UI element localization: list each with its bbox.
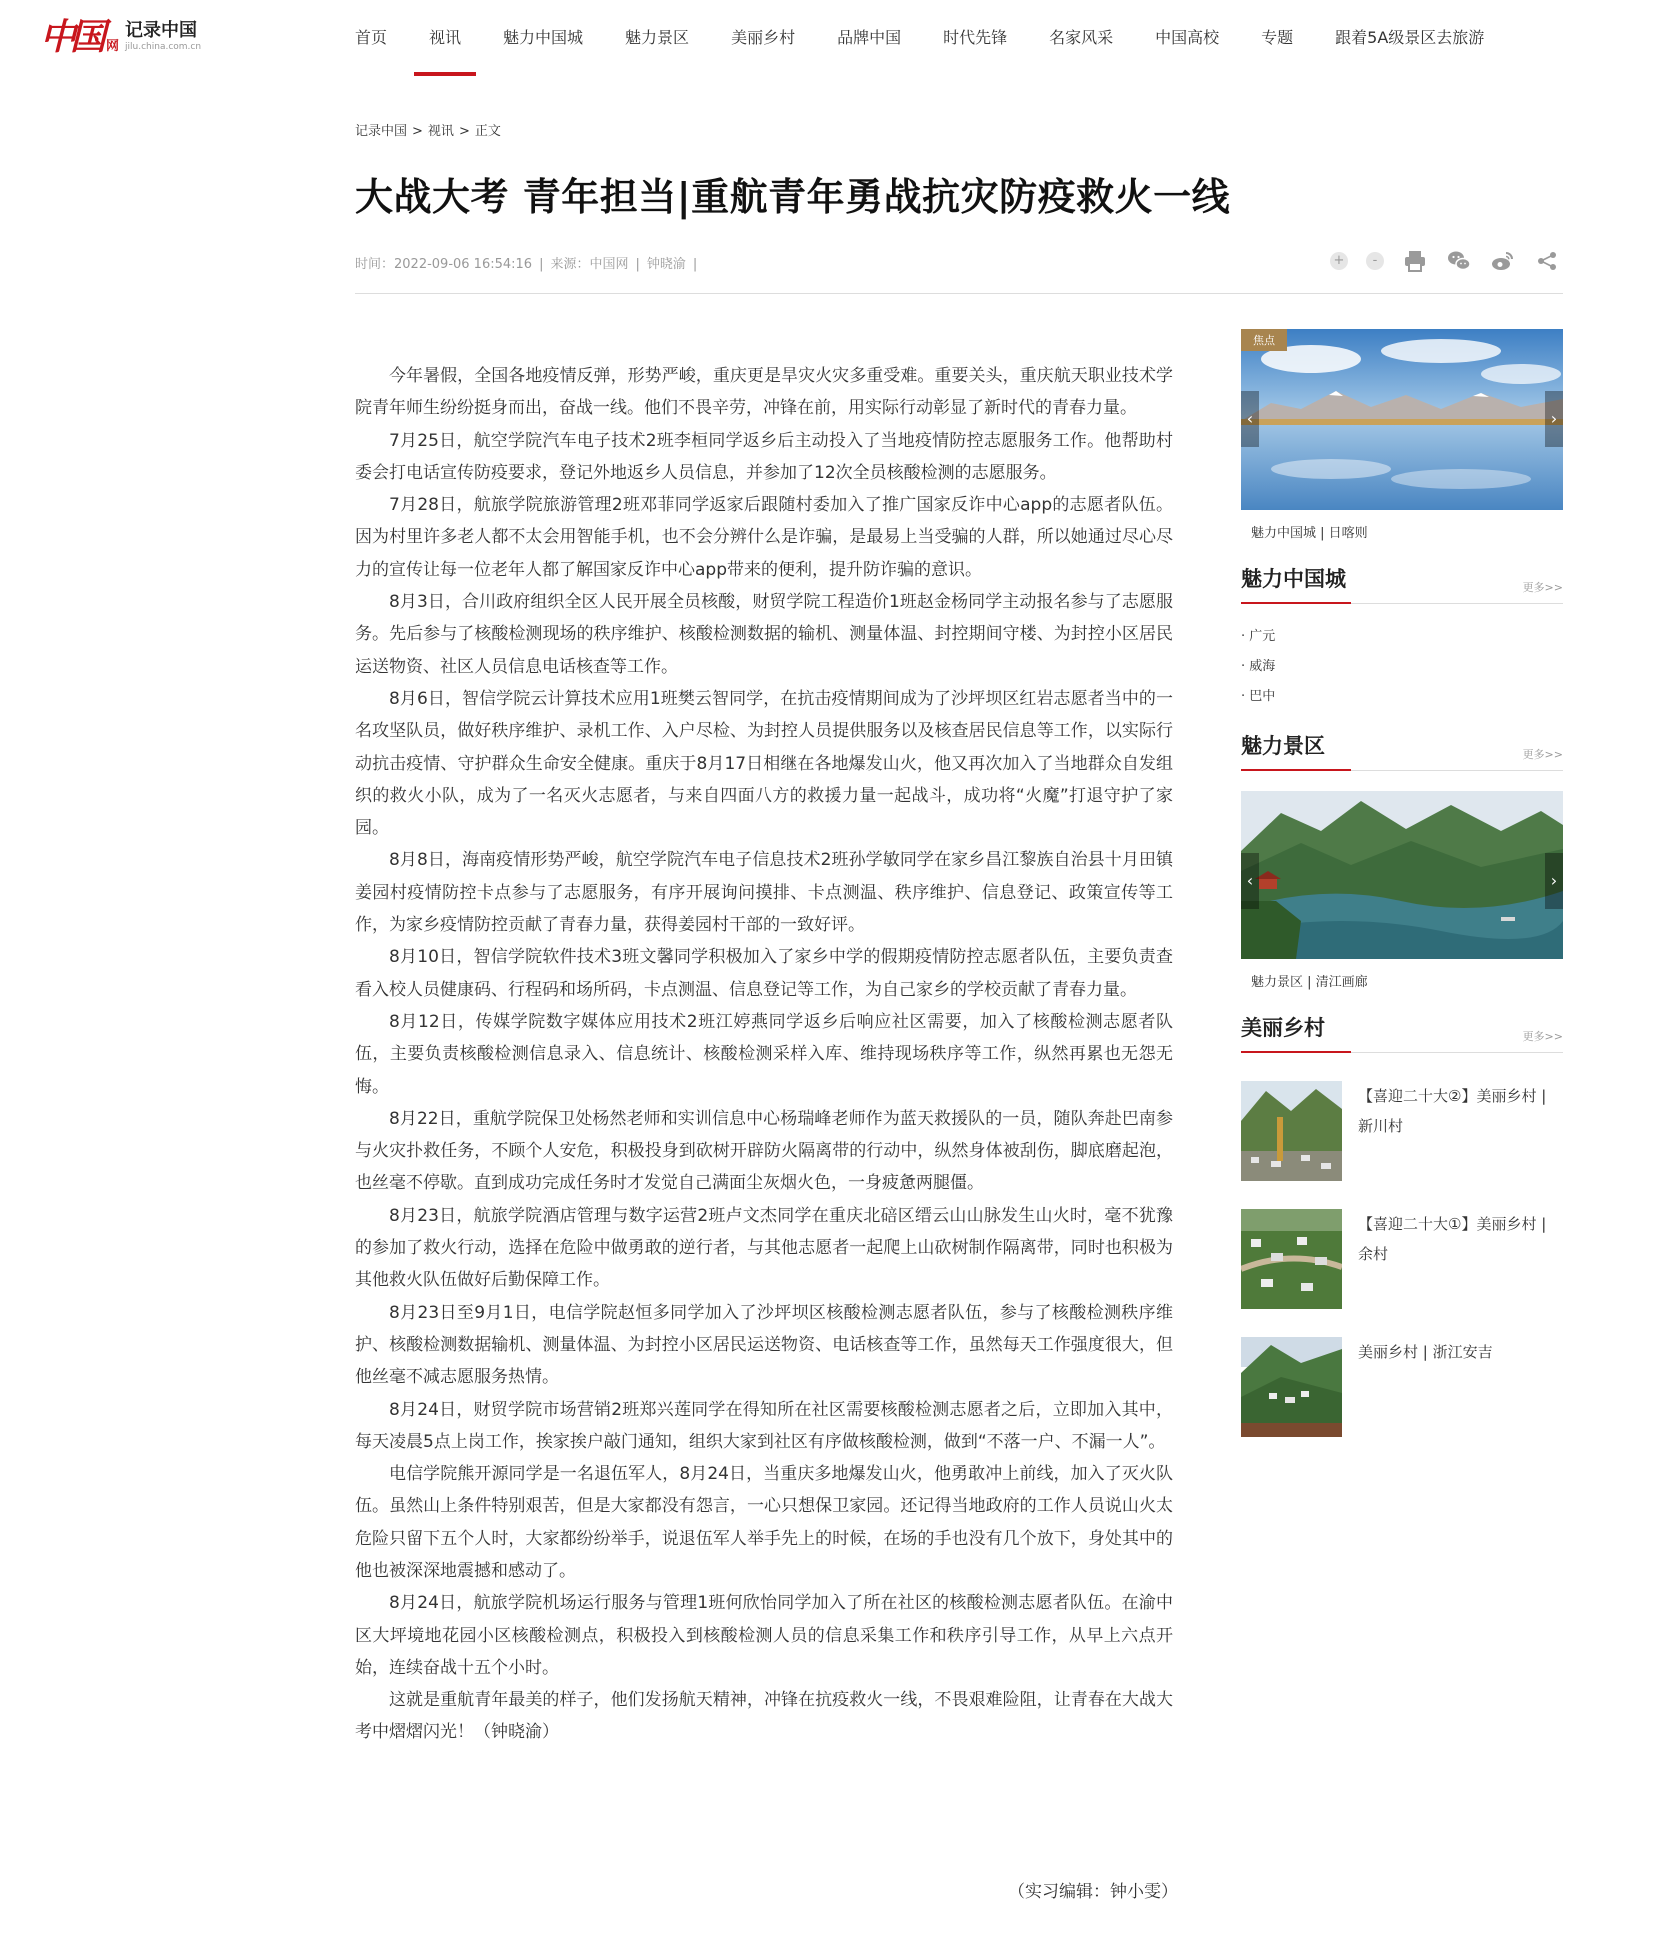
article-paragraph: 8月23日，航旅学院酒店管理与数字运营2班卢文杰同学在重庆北碚区缙云山山脉发生山火时，毫不犹豫的参加了救火行动，选择在危险中做勇敢的逆行者，与其他志愿者一起爬上山砍树制作隔离带，同时也积极为其他救火队伍做好后勤保障工作。 [355,1205,1173,1291]
slide-next-button[interactable]: › [1545,853,1563,909]
scenic-slide-image [1241,791,1563,959]
article-paragraph: 8月10日，智信学院软件技术3班文馨同学积极加入了家乡中学的假期疫情防控志愿者队伍，主要负责查看入校人员健康码、行程码和场所码，卡点测温、信息登记等工作，为自己家乡的学校贡献了青春力量。 [355,947,1173,1000]
logo-brand-block [125,21,201,53]
nav-item-5a-travel[interactable]: 跟着5A级景区去旅游 [1335,28,1485,47]
more-link[interactable]: 更多>> [1522,1030,1563,1043]
village-thumb-image [1241,1337,1342,1437]
logo-brand: 记录中国 [125,20,198,41]
scenic-slideshow[interactable] [1241,791,1563,959]
village-item-title: 【喜迎二十大②】美丽乡村 | 新川村 [1358,1087,1547,1135]
breadcrumb-current: 正文 [474,124,501,139]
article-paragraph: 7月28日，航旅学院旅游管理2班邓菲同学返家后跟随村委加入了推广国家反诈中心app的志愿者队伍。因为村里许多老人都不太会用智能手机，也不会分辨什么是诈骗，是最易上当受骗的人群，所以她通过尽心尽力的宣传让每一位老年人都了解国家反诈中心app带来的便利，提升防诈骗的意识。 [355,495,1173,580]
scenic-caption[interactable]: 魅力景区 | 清江画廊 [1251,975,1368,990]
article-editor: （实习编辑：钟小雯） [1008,1882,1178,1902]
list-item[interactable]: · 巴中 [1241,682,1563,712]
section-title: 魅力景区 [1241,728,1325,770]
article-paragraph: 8月24日，航旅学院机场运行服务与管理1班何欣怡同学加入了所在社区的核酸检测志愿者队伍。在渝中区大坪境地花园小区核酸检测点，积极投入到核酸检测人员的信息采集工作和秩序引导工作，从早上六点开始，连续奋战十五个小时。 [355,1593,1173,1678]
article-paragraph: 8月8日，海南疫情形势严峻，航空学院汽车电子信息技术2班孙学敏同学在家乡昌江黎族自治县十月田镇姜园村疫情防控卡点参与了志愿服务，有序开展询问摸排、卡点测温、秩序维护、信息登记、政策宣传等工作，为家乡疫情防控贡献了青春力量，获得姜园村干部的一致好评。 [355,850,1173,936]
article-paragraph: 7月25日，航空学院汽车电子技术2班李桓同学返乡后主动投入了当地疫情防控志愿服务工作。他帮助村委会打电话宣传防疫要求，登记外地返乡人员信息，并参加了12次全员核酸检测的志愿服务。 [355,430,1173,483]
list-item[interactable] [1241,1337,1563,1437]
article-paragraph: 8月22日，重航学院保卫处杨然老师和实训信息中心杨瑞峰老师作为蓝天救援队的一员，随队奔赴巴南参与火灾扑救任务，不顾个人安危，积极投身到砍树开辟防火隔离带的行动中，纵然身体被刮伤，脚底磨起泡，也丝毫不停歇。直到成功完成任务时才发觉自己满面尘灰烟火色，一身疲惫两腿僵。 [355,1108,1173,1194]
section-title: 魅力中国城 [1241,561,1346,603]
nav-item-universities[interactable]: 中国高校 [1155,28,1220,47]
article-paragraph: 8月6日，智信学院云计算技术应用1班樊云智同学，在抗击疫情期间成为了沙坪坝区红岩志愿者当中的一名攻坚队员，做好秩序维护、录机工作、入户尽检、为封控人员提供服务以及核查居民信息等工作，以实际行动抗击疫情、守护群众生命安全健康。重庆于8月17日相继在各地爆发山火，他又再次加入了当地群众自发组织的救火小队，成为了一名灭火志愿者，与来自四面八方的救援力量一起战斗，成功将“火魔”打退守护了家园。 [355,688,1173,839]
breadcrumb-home[interactable]: 记录中国 [355,124,408,139]
focus-badge: 焦点 [1241,329,1287,351]
section-title: 美丽乡村 [1241,1010,1325,1052]
nav-item-beautiful-village[interactable]: 美丽乡村 [731,28,796,47]
breadcrumb-sep: > [458,124,470,139]
nav-item-pioneers[interactable]: 时代先锋 [943,28,1008,47]
city-list [1241,622,1563,712]
header-divider [355,293,1563,294]
breadcrumb-sep: > [412,124,423,139]
font-increase-button[interactable]: + [1330,252,1348,270]
article-time: 时间：2022-09-06 16:54:16 [355,257,533,272]
list-item[interactable] [1241,1209,1563,1309]
list-item[interactable]: · 广元 [1241,622,1563,652]
logo-wang: 网 [106,38,120,54]
village-thumb-image [1241,1209,1342,1309]
article-paragraph: 8月3日，合川政府组织全区人民开展全员核酸，财贸学院工程造价1班赵金杨同学主动报名参与了志愿服务。先后参与了核酸检测现场的秩序维护、核酸检测数据的输机、测量体温、封控期间守楼、为封控小区居民运送物资、社区人员信息电话核查等工作。 [355,592,1173,677]
article-meta: 时间：2022-09-06 16:54:16 | 来源：中国网 | 钟晓渝 | [355,257,698,272]
article-body [355,360,1173,1749]
article-title: 大战大考 青年担当|重航青年勇战抗灾防疫救火一线 [355,175,1231,219]
article-paragraph: 8月24日，财贸学院市场营销2班郑兴莲同学在得知所在社区需要核酸检测志愿者之后，立即加入其中，每天凌晨5点上岗工作，挨家挨户敲门通知，组织大家到社区有序做核酸检测，做到“不落一户、不漏一人”。 [355,1399,1173,1452]
breadcrumb [355,120,501,139]
site-logo[interactable] [40,14,201,60]
nav-item-charm-scenic[interactable]: 魅力景区 [625,28,690,47]
section-header-beautiful-village [1241,1016,1563,1053]
article-author: 钟晓渝 [646,257,686,272]
main-nav [353,0,1505,76]
list-item[interactable]: · 威海 [1241,652,1563,682]
village-item-title: 美丽乡村 | 浙江安吉 [1358,1343,1493,1361]
village-item-title: 【喜迎二十大①】美丽乡村 | 余村 [1358,1215,1547,1263]
nav-item-video[interactable]: 视讯 [408,0,482,76]
more-link[interactable]: 更多>> [1522,748,1563,761]
focus-caption[interactable]: 魅力中国城 | 日喀则 [1251,526,1368,541]
nav-item-home[interactable]: 首页 [355,28,388,47]
share-icon[interactable] [1534,248,1560,274]
article-toolbar [1330,248,1560,274]
list-item[interactable] [1241,1081,1563,1181]
nav-item-brand-china[interactable]: 品牌中国 [837,28,902,47]
sidebar [1241,329,1563,1437]
more-link[interactable]: 更多>> [1522,581,1563,594]
nav-item-charm-city[interactable]: 魅力中国城 [503,28,584,47]
nav-item-masters[interactable]: 名家风采 [1049,28,1114,47]
focus-slideshow[interactable] [1241,329,1563,510]
slide-prev-button[interactable]: ‹ [1241,853,1259,909]
article-paragraph: 今年暑假，全国各地疫情反弹，形势严峻，重庆更是旱灾火灾多重受难。重要关头，重庆航天职业技术学院青年师生纷纷挺身而出，奋战一线。他们不畏辛劳，冲锋在前，用实际行动彰显了新时代的青春力量。 [355,366,1173,419]
nav-item-topics[interactable]: 专题 [1261,28,1294,47]
article-paragraph: 这就是重航青年最美的样子，他们发扬航天精神，冲锋在抗疫救火一线，不畏艰难险阻，让青春在大战大考中熠熠闪光！（钟晓渝） [355,1690,1173,1743]
weibo-icon[interactable] [1490,248,1516,274]
slide-prev-button[interactable]: ‹ [1241,391,1259,447]
breadcrumb-video[interactable]: 视讯 [427,124,454,139]
article-source: 来源：中国网 [550,257,629,272]
section-header-charm-scenic [1241,734,1563,771]
logo-url: jilu.china.com.cn [125,42,202,52]
slide-next-button[interactable]: › [1545,391,1563,447]
article-paragraph: 电信学院熊开源同学是一名退伍军人，8月24日，当重庆多地爆发山火，他勇敢冲上前线，加入了灭火队伍。虽然山上条件特别艰苦，但是大家都没有怨言，一心只想保卫家园。还记得当地政府的工作人员说山火太危险只留下五个人时，大家都纷纷举手，说退伍军人举手先上的时候，在场的手也没有几个放下，身处其中的他也被深深地震撼和感动了。 [355,1464,1173,1581]
font-decrease-button[interactable]: - [1366,252,1384,270]
wechat-icon[interactable] [1446,248,1472,274]
village-thumb-image [1241,1081,1342,1181]
article-paragraph: 8月23日至9月1日，电信学院赵恒多同学加入了沙坪坝区核酸检测志愿者队伍，参与了核酸检测秩序维护、核酸检测数据输机、测量体温、为封控小区居民运送物资、电话核查等工作，虽然每天工作强度很大，但他丝毫不减志愿服务热情。 [355,1302,1173,1388]
logo-china-mark: 中国 [40,16,101,58]
section-header-charm-city [1241,567,1563,604]
print-icon[interactable] [1402,248,1428,274]
focus-slide-image [1241,329,1563,510]
article-paragraph: 8月12日，传媒学院数字媒体应用技术2班江婷燕同学返乡后响应社区需要，加入了核酸检测志愿者队伍，主要负责核酸检测信息录入、信息统计、核酸检测采样入库、维持现场秩序等工作，纵然再累也无怨无悔。 [355,1011,1173,1097]
